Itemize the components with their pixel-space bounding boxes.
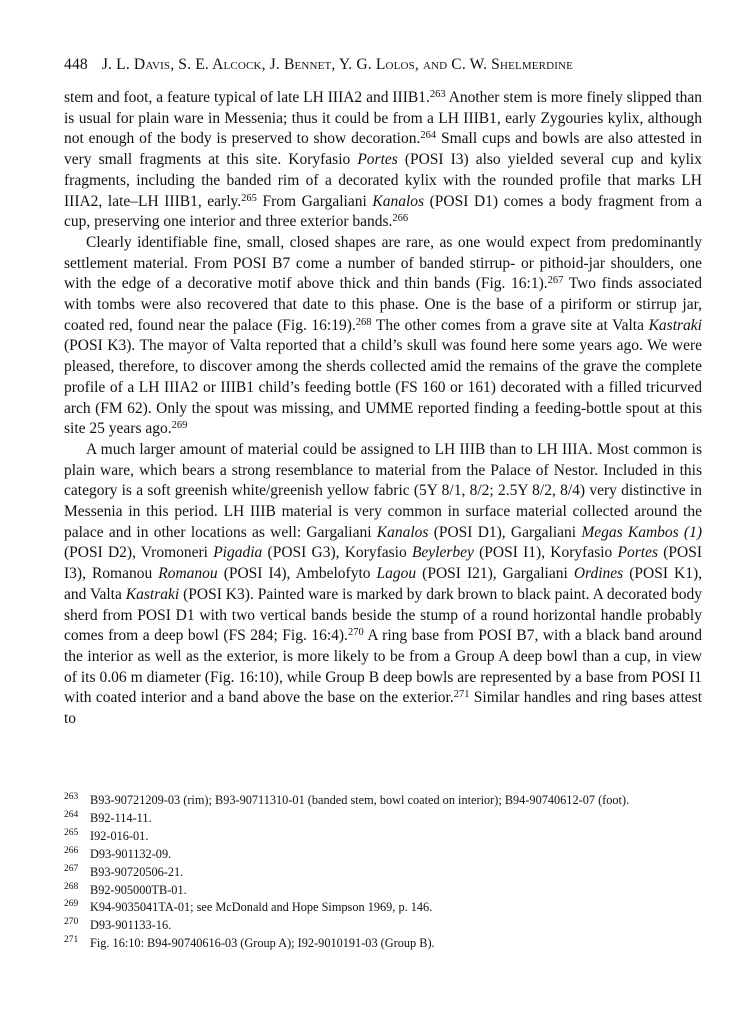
footnote-marker: 263 — [64, 792, 79, 802]
footnote-reference: 263 — [429, 89, 446, 100]
text-run: Two finds associated with tombs were also recovered that date to this phase. One is the base of a piriform or stirrup jar, coated red, found near the palace (Fig. 16:19). — [64, 275, 702, 334]
text-run: (POSI I1), Koryfasio — [473, 544, 618, 562]
footnote-reference: 266 — [392, 213, 409, 225]
footnote-marker: 269 — [64, 899, 79, 910]
italic-place-name: Ordines — [573, 565, 624, 583]
italic-place-name: Romanou — [158, 565, 218, 583]
footnote-marker: 268 — [64, 881, 79, 892]
italic-place-name: Portes — [357, 151, 398, 169]
footnote-text: B92-114-11. — [90, 810, 152, 825]
text-run: (POSI D2), Vromoneri — [64, 544, 214, 562]
footnote-text: K94-9035041TA-01; see McDonald and Hope Simpson 1969, p. 146. — [90, 900, 433, 915]
footnote-marker: 266 — [64, 845, 79, 856]
paragraph — [64, 440, 702, 730]
footnote — [64, 792, 702, 810]
text-run: (POSI I3) also yielded several cup and kylix fragments, including the banded rim of a decorated kylix with the rounded profile that marks LH IIIA2, late–LH IIIB1, early. — [64, 151, 702, 210]
footnote-text: D93-901132-09. — [90, 846, 172, 861]
text-run: Clearly identifiable fine, small, closed shapes are rare, as one would expect from predominantly settlement material. From POSI B7 come a number of banded stirrup- or pithoid-jar shoulders, one with the edge of a decorative motif above thick and thin bands (Fig. 16:1). — [64, 233, 702, 293]
footnote-text: I92-016-01. — [90, 828, 149, 843]
footnote-text: D93-901133-16. — [90, 918, 172, 933]
footnote-marker: 270 — [64, 917, 79, 928]
text-run: (POSI I4), Ambelofyto — [217, 565, 377, 583]
text-run: (POSI D1) comes a body fragment from a cup, preserving one interior and three exterior bands. — [64, 192, 702, 231]
footnote — [64, 864, 702, 882]
italic-place-name: Kastraki — [648, 316, 702, 334]
footnote-marker: 267 — [64, 863, 79, 874]
text-run: Similar handles and ring bases attest to — [64, 689, 702, 728]
italic-place-name: Portes — [617, 544, 658, 562]
text-run: The other comes from a grave site at Valta — [371, 316, 649, 334]
text-run: (POSI I21), Gargaliani — [416, 565, 574, 583]
italic-place-name: Beylerbey — [411, 544, 474, 562]
body-text — [64, 88, 702, 730]
text-run: (POSI K3). The mayor of Valta reported that a child’s skull was found here some years ago. We were pleased, therefore, to discover among the sherds collected amid the remains of the grave the complete profile of a LH IIIA2 or IIIB1 child’s feeding bottle (FS 160 or 161) decorated with a filled tricurved arch (FM 62). Only the spout was missing, and UMME reported finding a feeding-bottle spout at this site 25 years ago. — [64, 337, 702, 438]
text-run: (POSI K1), and Valta — [64, 565, 702, 603]
italic-place-name: Pigadia — [213, 544, 263, 562]
footnote-text: Fig. 16:10: B94-90740616-03 (Group A); I92-9010191-03 (Group B). — [90, 936, 435, 951]
footnote-reference: 267 — [547, 275, 564, 287]
footnote-marker: 271 — [64, 935, 79, 946]
running-header-authors: J. L. Davis, S. E. Alcock, J. Bennet, Y. G. Lolos, and C. W. Shelmerdine — [101, 56, 573, 73]
text-run: From Gargaliani — [256, 192, 373, 210]
paragraph — [64, 233, 702, 440]
footnote — [64, 935, 702, 953]
footnote-reference: 270 — [347, 627, 364, 639]
footnote — [64, 810, 702, 828]
footnote-text: B93-90720506-21. — [90, 864, 184, 879]
text-run: A much larger amount of material could be assigned to LH IIIB than to LH IIIA. Most common is plain ware, which bears a strong resemblance to material from the Palace of Nestor. Included in this category is a soft greenish white/greenish yellow fabric (5Y 8/1, 8/2; 2.5Y 8/2, 8/4) very distinctive in Messenia in this period. LH IIIB material is very common in surface material collected around the palace and in other locations as well: Gargaliani — [64, 440, 702, 541]
footnote-reference: 268 — [355, 316, 372, 328]
text-run: (POSI K3). Painted ware is marked by dark brown to black paint. A decorated body sherd from POSI D1 with two vertical bands beside the stump of a round horizontal handle probably comes from a deep bowl (FS 284; Fig. 16:4). — [64, 585, 702, 645]
paragraph — [64, 88, 702, 233]
footnote-reference: 264 — [420, 130, 437, 142]
text-run: (POSI D1), Gargaliani — [428, 523, 582, 541]
text-run: Another stem is more finely slipped than is usual for plain ware in Messenia; thus it could be from a LH IIIB1, early Zygouries kylix, although not enough of the body is preserved to show decoration. — [64, 89, 703, 148]
footnotes — [64, 792, 702, 953]
footnote-reference: 265 — [241, 192, 257, 204]
footnote-text: B93-90721209-03 (rim); B93-90711310-01 (banded stem, bowl coated on interior); B94-90740612-07 (foot). — [90, 793, 630, 807]
italic-place-name: Megas Kambos (1) — [581, 523, 703, 541]
text-run: Small cups and bowls are also attested in very small fragments at this site. Koryfasio — [64, 130, 703, 169]
footnote-reference: 269 — [171, 420, 188, 432]
text-run: A ring base from POSI B7, with a black band around the interior as well as the exterior, is more likely to be from a Group A deep bowl than a cup, in view of its 0.06 m diameter (Fig. 16:10), while Group B deep bowls are represented by a base from POSI I1 with coated interior and a band above the base on the exterior. — [64, 627, 702, 707]
text-run: stem and foot, a feature typical of late LH IIIA2 and IIIB1. — [64, 89, 430, 106]
footnote-marker: 265 — [64, 827, 79, 838]
footnote-marker: 264 — [64, 809, 79, 820]
footnote — [64, 917, 702, 935]
footnote — [64, 846, 702, 864]
footnote — [64, 899, 702, 917]
footnote-text: B92-905000TB-01. — [90, 882, 187, 897]
italic-place-name: Lagou — [376, 565, 417, 583]
footnote — [64, 882, 702, 900]
text-run: (POSI I3), Romanou — [64, 544, 702, 583]
italic-place-name: Kastraki — [125, 585, 180, 603]
text-run: (POSI G3), Koryfasio — [262, 544, 412, 562]
page-number: 448 — [64, 56, 88, 73]
footnote — [64, 828, 702, 846]
italic-place-name: Kanalos — [372, 192, 425, 210]
footnote-reference: 271 — [453, 689, 470, 701]
running-header — [64, 56, 704, 74]
italic-place-name: Kanalos — [376, 523, 429, 541]
